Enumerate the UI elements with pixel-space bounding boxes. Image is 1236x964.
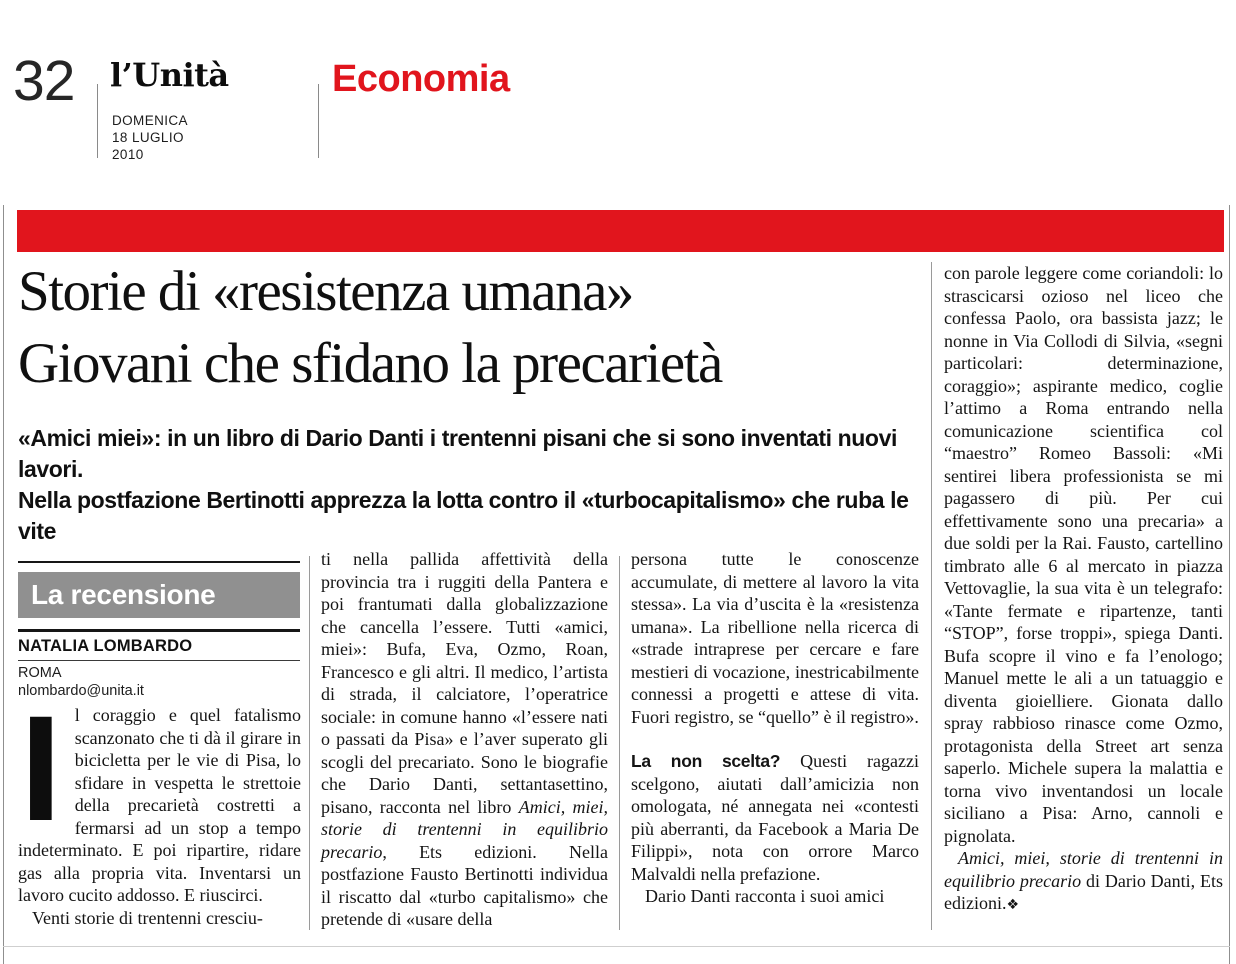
column-separator-1 (309, 556, 310, 930)
byline-location: ROMA (18, 665, 62, 681)
column-separator-3 (931, 262, 932, 930)
deck-line-1: «Amici miei»: in un libro di Dario Danti i trentenni pisani che si sono inventati nuovi lavori. (18, 425, 897, 482)
paragraph: ti nella pallida affettività della provincia tra i ruggiti della Pantera e poi frantumati dalla globalizzazione che cancella l’essere. Tutti «amici, miei»: Bufa, Eva, Ozmo, Roan, Francesco e gli altri. Il medico, l’artista di strada, il calciatore, l’operatrice sociale: in comune hanno «l’essere nati o passati da Pisa» e l’aver superato gli scogli del precariato. Sono le biografie che Dario Danti, settantasettino, pisano, racconta nel libro Amici, miei, storie di trentenni in equilibrio precario, Ets edizioni. Nella postfazione Fausto Bertinotti individua il riscatto dal «turbo capitalismo» che pretende di «usare della (321, 549, 608, 929)
dateline (112, 112, 188, 163)
paragraph: Dario Danti racconta i suoi amici (645, 886, 885, 906)
page-bottom-rule (3, 946, 1230, 947)
body-column-3 (631, 548, 919, 908)
headline-line-2: Giovani che sfidano la precarietà (18, 332, 722, 395)
article-right-border (1229, 205, 1230, 964)
deck-line-2: Nella postfazione Bertinotti apprezza la lotta contro il «turbocapitalismo» che ruba le vite (18, 487, 909, 544)
dateline-year: 2010 (112, 147, 144, 162)
paragraph: persona tutte le conoscenze accumulate, di mettere al lavoro la vita stessa». La via d’uscita è la «resistenza umana». La ribellione nella ricerca di «strade intraprese per cercare e fare mestieri di vocazione, inestricabilmente connessi a progetti e attese di vita. Fuori registro, se “quello” è il registro». (631, 549, 919, 727)
byline-under-rule (18, 660, 300, 661)
paragraph-lead-in: La non scelta? Questi ragazzi scelgono, aiutati dall’amicizia non omologata, né annegata nei «contesti più aberranti, da Facebook a Maria De Filippi», nota con orrore Marco Malvaldi nella prefazione. (631, 751, 920, 884)
byline-author: NATALIA LOMBARDO (18, 637, 193, 655)
paragraph: con parole leggere come coriandoli: lo strascicarsi ozioso nel liceo che confessa Paolo, ora bassista jazz; le nonne in Via Collodi di Silvia, «segni particolari: determinazione, coraggio»; aspirante medico, coglie l’attimo a Roma entrando nella comunicazione scientifica col “maestro” Romeo Bassoli: «Mi sentirei libera professionista se mi pagassero di più. Per cui effettivamente sono una precaria» a due soldi per la Rai. Fausto, cartellino timbrato alle 6 al mercato in piazza Vettovaglie, la sua vita è un telegrafo: «Tante fermate e ripartenze, tanti “STOP”, forse troppi», spiega Danti. Bufa scopre il vino e fa l’enologo; Manuel mette le ali a un tatuaggio e diventa gioielliere. Gionata dallo spray rabbioso rinasce come Ozmo, protagonista della Street art senza saperlo. Michele supera la malattia e torna vivo inventandosi un locale siciliano a Pisa: Arno, cannoli e pignolata. (944, 263, 1223, 846)
article-left-border (3, 205, 4, 964)
headline-line-1: Storie di «resistenza umana» (18, 260, 633, 323)
masthead-logo: l’Unità (110, 56, 229, 94)
paragraph-text: l coraggio e quel fatalismo scanzonato che ti dà il girare in bicicletta per le vie di Pisa, lo sfidare in vespetta le strettoie della precarietà costretti a fermarsi ad un stop a tempo indeterminato. E poi ripartire, ridare gas alla propria vita. Inventarsi un lavoro cucito addosso. E riuscirci. (18, 705, 301, 905)
byline-top-rule (18, 629, 300, 632)
kicker-label: La recensione (18, 572, 300, 618)
header-divider-right (318, 84, 319, 158)
drop-cap: I (20, 684, 62, 852)
body-column-4 (944, 262, 1223, 917)
section-title: Economia (332, 58, 510, 100)
dateline-day: DOMENICA (112, 113, 188, 128)
paragraph: Venti storie di trentenni cresciu- (32, 907, 263, 928)
page-number: 32 (13, 49, 75, 113)
paragraph-book-reference: Amici, miei, storie di trentenni in equilibrio precario di Dario Danti, Ets edizioni.❖ (944, 848, 1223, 913)
kicker-top-rule (18, 561, 300, 563)
header-divider-left (97, 84, 98, 158)
article-red-bar (17, 210, 1224, 252)
column-separator-2 (619, 556, 620, 930)
body-column-2 (321, 548, 608, 931)
article-headline (18, 256, 930, 400)
dateline-date: 18 LUGLIO (112, 130, 184, 145)
byline-email: nlombardo@unita.it (18, 682, 144, 699)
article-deck (18, 423, 933, 547)
